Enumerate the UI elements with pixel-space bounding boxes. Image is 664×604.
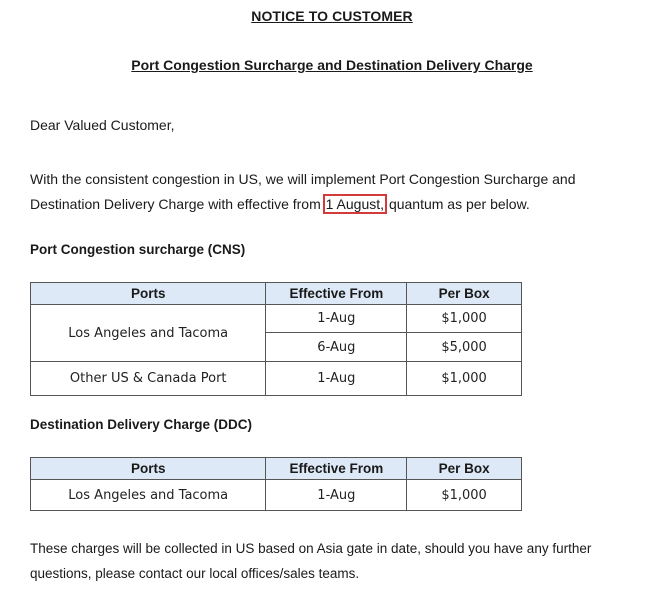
column-header-per-box: Per Box xyxy=(407,283,522,305)
column-header-per-box: Per Box xyxy=(407,458,522,480)
closing-paragraph: These charges will be collected in US based on Asia gate in date, should you have any further questions, please contact our local offices/sales teams. xyxy=(30,541,592,581)
column-header-effective-from: Effective From xyxy=(266,458,407,480)
greeting: Dear Valued Customer, xyxy=(30,117,175,133)
intro-text-after: quantum as per below. xyxy=(388,195,530,212)
ddc-table xyxy=(30,457,522,511)
column-header-ports: Ports xyxy=(31,458,266,480)
ddc-heading: Destination Delivery Charge (DDC) xyxy=(30,417,253,432)
column-header-ports: Ports xyxy=(31,283,266,305)
table-row xyxy=(31,480,522,511)
intro-paragraph xyxy=(30,167,640,216)
column-header-effective-from: Effective From xyxy=(266,283,407,305)
port-cell: Other US & Canada Port xyxy=(31,362,266,396)
table-row xyxy=(31,362,522,396)
effective-cell: 1-Aug xyxy=(266,480,407,511)
effective-cell: 6-Aug xyxy=(266,333,407,362)
port-cell: Los Angeles and Tacoma xyxy=(31,480,266,511)
effective-cell: 1-Aug xyxy=(266,362,407,396)
effective-cell: 1-Aug xyxy=(266,305,407,333)
per-box-cell: $1,000 xyxy=(407,305,522,333)
cns-table xyxy=(30,282,522,396)
port-cell: Los Angeles and Tacoma xyxy=(31,305,266,362)
cns-heading: Port Congestion surcharge (CNS) xyxy=(30,242,246,257)
table-header-row xyxy=(31,458,522,480)
per-box-cell: $5,000 xyxy=(407,333,522,362)
table-row xyxy=(31,305,522,333)
notice-title: NOTICE TO CUSTOMER xyxy=(251,8,413,24)
intro-text-before: With the consistent congestion in US, we will implement Port Congestion Surcharge and Destination Delivery Charge with effective from xyxy=(30,171,576,212)
table-header-row xyxy=(31,283,522,305)
effective-date-highlight: 1 August, xyxy=(325,195,385,212)
subject-title: Port Congestion Surcharge and Destination Delivery Charge xyxy=(131,57,533,73)
per-box-cell: $1,000 xyxy=(407,480,522,511)
per-box-cell: $1,000 xyxy=(407,362,522,396)
